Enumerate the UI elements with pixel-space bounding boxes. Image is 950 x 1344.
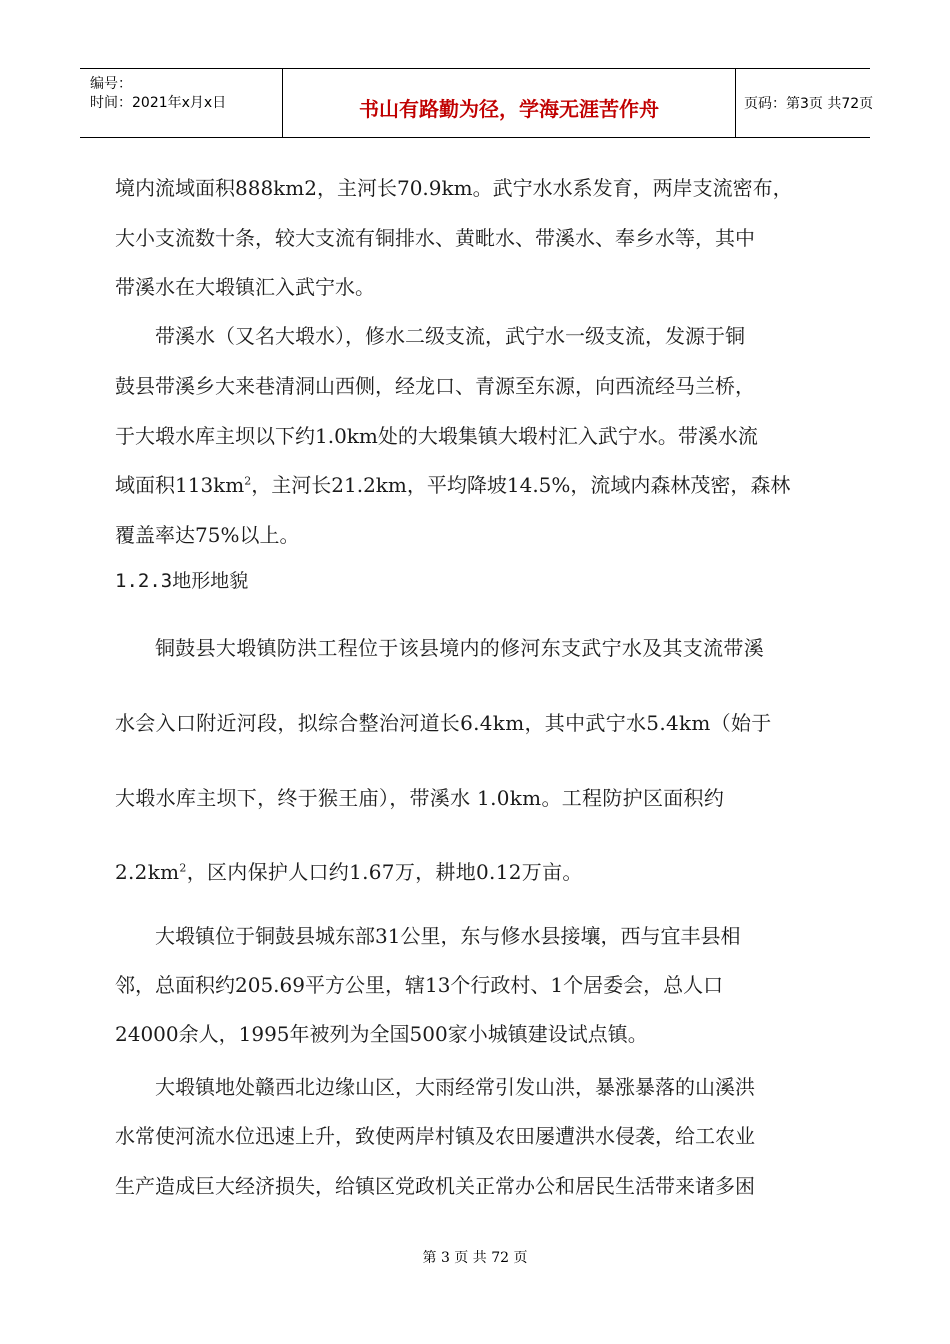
body-line: 覆盖率达75%以上。 xyxy=(115,523,300,547)
body-text: 2.2km xyxy=(115,860,180,884)
body-line: 水常使河流水位迅速上升，致使两岸村镇及农田屡遭洪水侵袭，给工农业 xyxy=(115,1124,755,1148)
superscript: 2 xyxy=(179,861,187,875)
body-line: 大塅镇位于铜鼓县城东部31公里，东与修水县接壤，西与宜丰县相 xyxy=(155,924,741,948)
page-header xyxy=(80,68,874,138)
body-text: ，区内保护人口约1.67万，耕地0.12万亩。 xyxy=(186,860,583,884)
body-line: 于大塅水库主坝以下约1.0km处的大塅集镇大塅村汇入武宁水。带溪水流 xyxy=(115,424,758,448)
body-line: 邻，总面积约205.69平方公里，辖13个行政村、1个居委会，总人口 xyxy=(115,973,724,997)
header-motto-cell xyxy=(283,69,736,137)
body-line: 大塅水库主坝下，终于猴王庙），带溪水 1.0km。工程防护区面积约 xyxy=(115,786,725,810)
body-line: 水会入口附近河段，拟综合整治河道长6.4km，其中武宁水5.4km（始于 xyxy=(115,711,772,735)
header-motto: 书山有路勤为径，学海无涯苦作舟 xyxy=(359,97,659,121)
body-line: 生产造成巨大经济损失，给镇区党政机关正常办公和居民生活带来诸多困 xyxy=(115,1174,755,1198)
header-meta-cell xyxy=(80,69,283,137)
body-line xyxy=(115,469,855,498)
body-line: 铜鼓县大塅镇防洪工程位于该县境内的修河东支武宁水及其支流带溪 xyxy=(155,636,764,660)
body-line: 带溪水（又名大塅水），修水二级支流，武宁水一级支流，发源于铜 xyxy=(155,324,745,348)
body-text: 域面积113km xyxy=(115,473,245,497)
body-line: 大塅镇地处赣西北边缘山区，大雨经常引发山洪，暴涨暴落的山溪洪 xyxy=(155,1075,755,1099)
body-line: 大小支流数十条，较大支流有铜排水、黄毗水、带溪水、奉乡水等，其中 xyxy=(115,226,755,250)
header-page-info: 页码：第3页 共72页 xyxy=(744,96,874,112)
body-line: 境内流域面积888km2，主河长70.9km。武宁水水系发育，两岸支流密布， xyxy=(115,176,793,200)
body-line: 24000余人，1995年被列为全国500家小城镇建设试点镇。 xyxy=(115,1022,648,1046)
superscript: 2 xyxy=(244,474,252,488)
section-heading: 1.2.3地形地貌 xyxy=(115,570,249,592)
body-line xyxy=(115,856,855,885)
body-text: ，主河长21.2km，平均降坡14.5%，流域内森林茂密，森林 xyxy=(251,473,791,497)
body-line: 带溪水在大塅镇汇入武宁水。 xyxy=(115,275,375,299)
document-code-label: 编号： xyxy=(90,76,132,92)
body-line: 鼓县带溪乡大来巷清洞山西侧，经龙口、青源至东源，向西流经马兰桥， xyxy=(115,374,755,398)
document-time-label: 时间：2021年x月x日 xyxy=(90,95,227,111)
page-footer: 第 3 页 共 72 页 xyxy=(422,1250,528,1266)
header-page-cell xyxy=(736,69,874,137)
